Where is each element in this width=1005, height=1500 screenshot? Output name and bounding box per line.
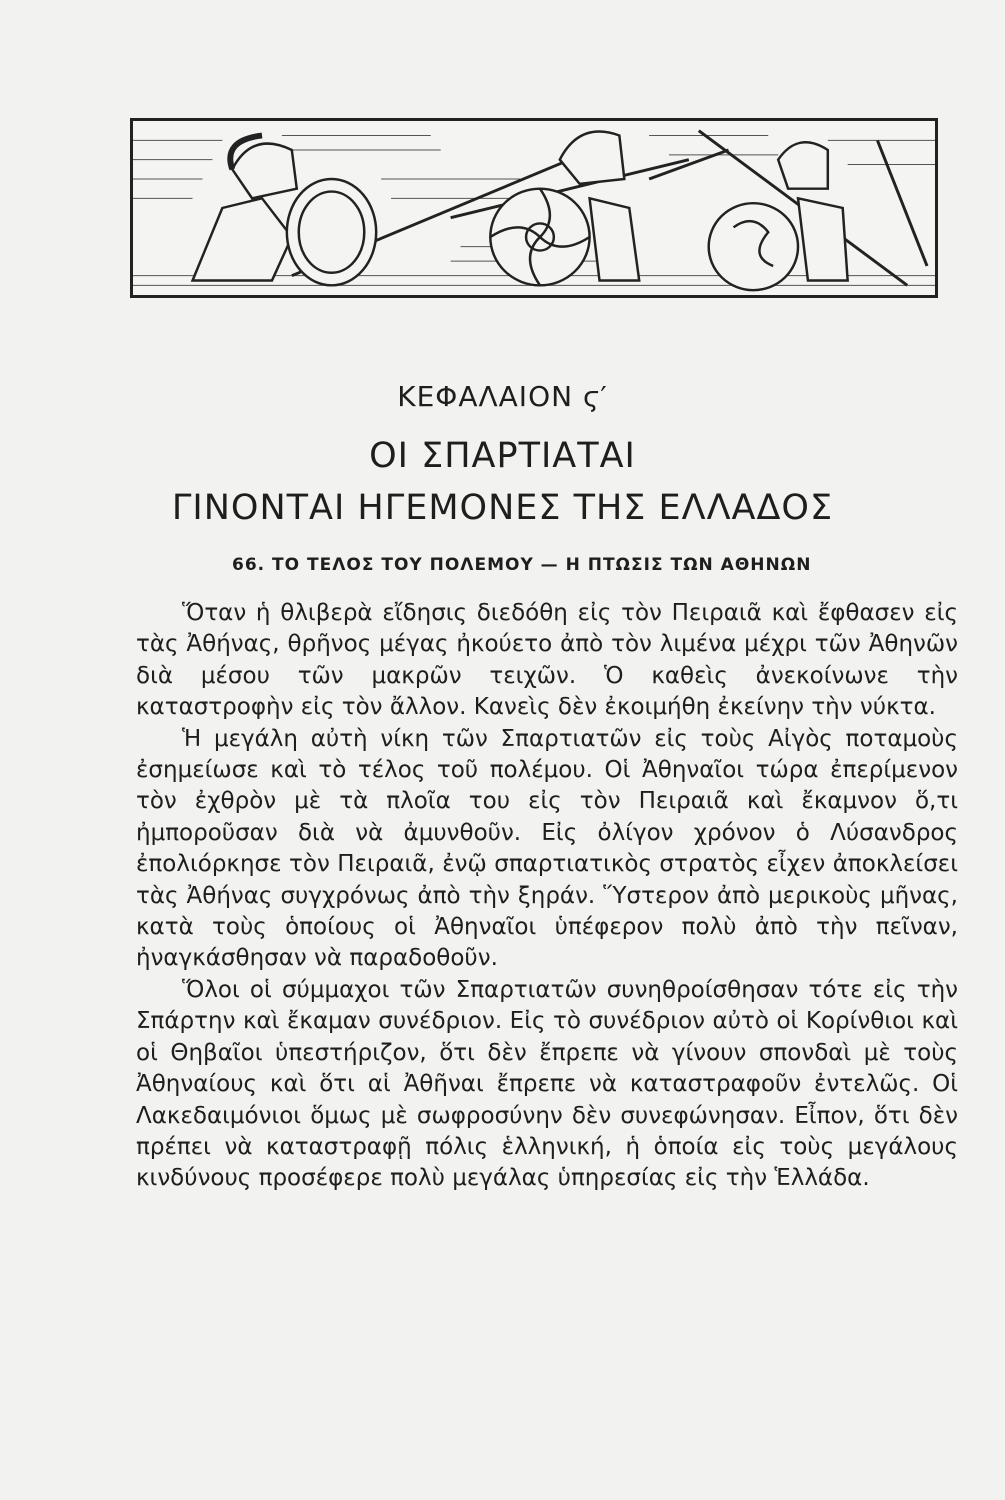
warrior-right	[709, 142, 848, 290]
warrior-left	[193, 136, 377, 286]
chapter-title-line-1: ΟΙ ΣΠΑΡΤΙΑΤΑΙ	[369, 436, 636, 476]
paragraph: Ὅταν ἡ θλιβερὰ εἴδησις διεδόθη εἰς τὸν Πειραιᾶ καὶ ἔφθασεν εἰς τὰς Ἀθήνας, θρῆνος μέγας ἠκούετο ἀπὸ τὸν λιμένα μέχρι τῶν Ἀθηνῶν διὰ μέσου τῶν μακρῶν τειχῶν. Ὁ καθεὶς ἀνεκοίνωνε τὴν καταστροφὴν εἰς τὸν ἄλλον. Κανεὶς δὲν ἐκοιμήθη ἐκείνην τὴν νύκτα.	[136, 600, 958, 721]
warrior-center	[490, 132, 639, 286]
battle-illustration	[130, 118, 938, 298]
section-heading: 66. ΤΟ ΤΕΛΟΣ ΤΟΥ ΠΟΛΕΜΟΥ — Η ΠΤΩΣΙΣ ΤΩΝ ΑΘΗΝΩΝ	[232, 555, 812, 575]
chapter-label: ΚΕΦΑΛΑΙΟΝ ϛ′	[397, 380, 608, 413]
paragraph: Ὅλοι οἱ σύμμαχοι τῶν Σπαρτιατῶν συνηθροίσθησαν τότε εἰς τὴν Σπάρτην καὶ ἔκαμαν συνέδριον. Εἰς τὸ συνέδριον αὐτὸ οἱ Κορίνθιοι καὶ οἱ Θηβαῖοι ὑπεστήριζον, ὅτι δὲν ἔπρεπε νὰ γίνουν σπονδαὶ μὲ τοὺς Ἀθηναίους καὶ ὅτι αἱ Ἀθῆναι ἔπρεπε νὰ καταστραφοῦν ἐντελῶς. Οἱ Λακεδαιμόνιοι ὅμως μὲ σωφροσύνην δὲν συνεφώνησαν. Εἶπον, ὅτι δὲν πρέπει νὰ καταστραφῇ πόλις ἑλληνική, ἡ ὁποία εἰς τοὺς μεγάλους κινδύνους προσέφερε πολὺ μεγάλας ὑπηρεσίας εἰς τὴν Ἑλλάδα.	[136, 976, 958, 1192]
hoplite-battle-frieze	[133, 121, 935, 295]
paragraph: Ἡ μεγάλη αὐτὴ νίκη τῶν Σπαρτιατῶν εἰς τοὺς Αἰγὸς ποταμοὺς ἐσημείωσε καὶ τὸ τέλος τοῦ πολέμου. Οἱ Ἀθηναῖοι τώρα ἐπερίμενον τὸν ἐχθρὸν μὲ τὰ πλοῖα του εἰς τὸν Πειραιᾶ καὶ ἔκαμνον ὅ,τι ἠμποροῦσαν διὰ νὰ ἀμυνθοῦν. Εἰς ὀλίγον χρόνον ὁ Λύσανδρος ἐπολιόρκησε τὸν Πειραιᾶ, ἐνῷ σπαρτιατικὸς στρατὸς εἶχεν ἀποκλείσει τὰς Ἀθήνας συγχρόνως ἀπὸ τὴν ξηράν. Ὕστερον ἀπὸ μερικοὺς μῆνας, κατὰ τοὺς ὁποίους οἱ Ἀθηναῖοι ὑπέφερον πολὺ ἀπὸ τὴν πεῖναν, ἠναγκάσθησαν νὰ παραδοθοῦν.	[136, 725, 958, 972]
chapter-title-line-2: ΓΙΝΟΝΤΑΙ ΗΓΕΜΟΝΕΣ ΤΗΣ ΕΛΛΑΔΟΣ	[171, 488, 834, 528]
body-text	[136, 598, 958, 1195]
